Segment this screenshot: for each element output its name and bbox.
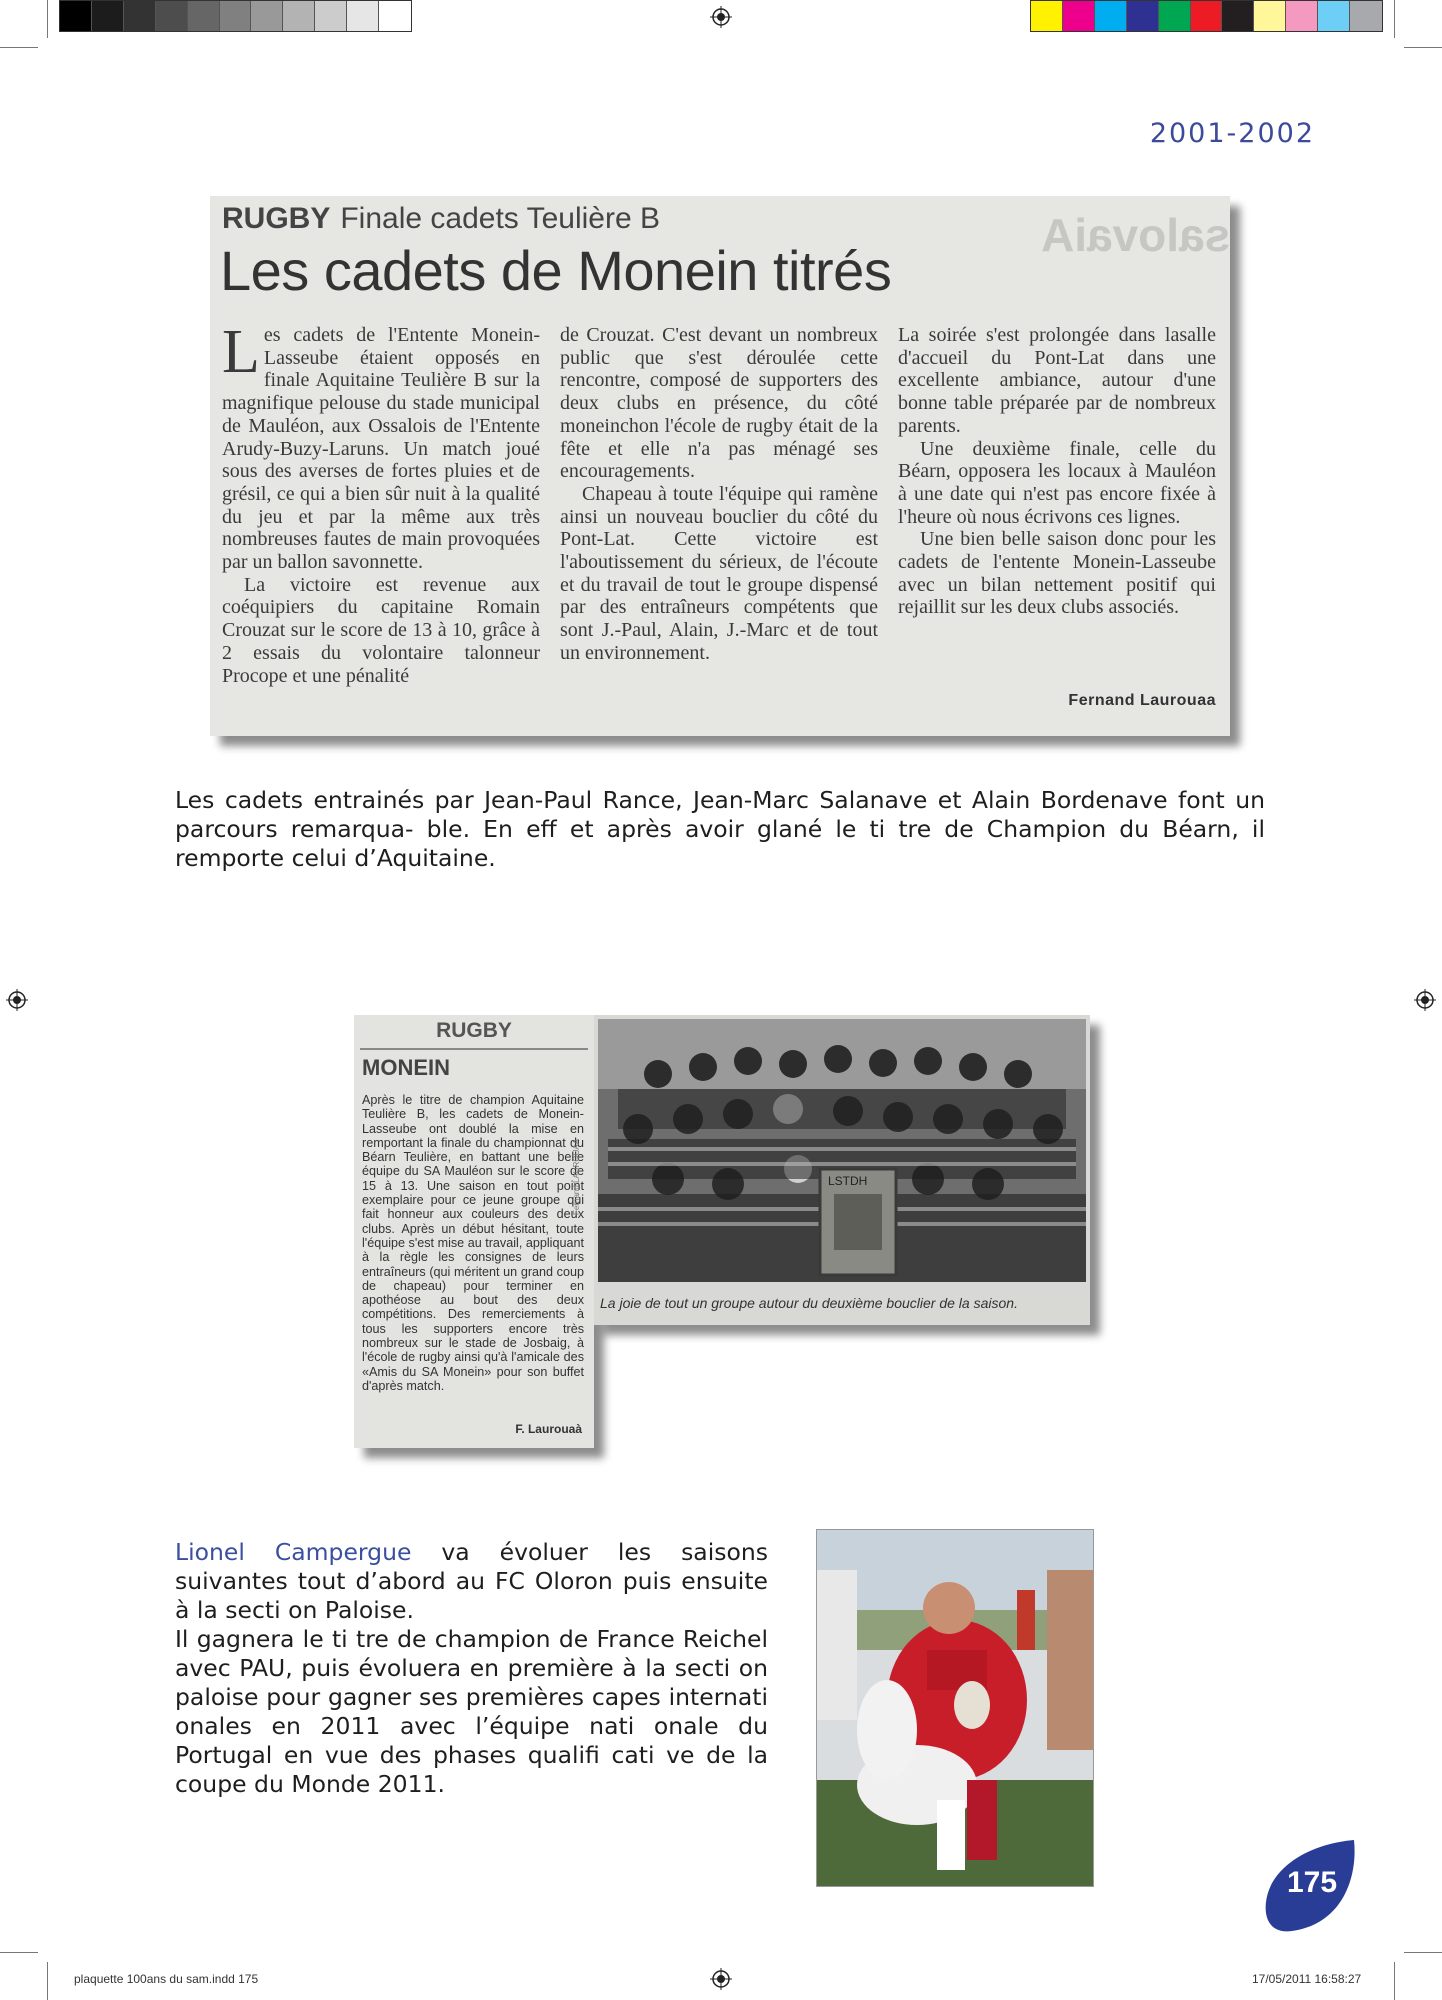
color-calibration-bar — [1030, 0, 1383, 32]
calibration-swatch — [347, 1, 379, 31]
crop-mark — [1394, 1962, 1395, 2000]
body-paragraph-lionel-campergue — [175, 1538, 768, 1799]
clipping-kicker — [222, 202, 660, 236]
clipping-section: RUGBY — [436, 1019, 512, 1042]
column-paragraph: La victoire est revenue aux coéquipiers du capitaine Romain Crouzat sur le score de 13 à 10, grâce à 2 essais du volontaire talonneur Procope et une pénalité — [222, 573, 540, 687]
team-photo — [598, 1019, 1086, 1282]
page-number-badge — [1262, 1838, 1362, 1934]
newspaper-clipping-monein-text — [354, 1015, 594, 1448]
newspaper-clipping-final-cadets — [210, 196, 1230, 736]
column-paragraph: Une deuxième finale, celle du Béarn, opposera les locaux à Mauléon à une date qui n'est pas encore fixée à l'heure où nous écrivons ces lignes. — [898, 437, 1216, 528]
clipping-column-3 — [898, 324, 1216, 619]
clipping-author: Fernand Laurouaa — [1068, 692, 1216, 709]
calibration-swatch — [1095, 1, 1127, 31]
calibration-swatch — [1318, 1, 1350, 31]
calibration-swatch — [1031, 1, 1063, 31]
clipping-column-2 — [560, 324, 878, 665]
slug-timestamp: 17/05/2011 16:58:27 — [1252, 1972, 1362, 1986]
photo-credit: Fernand LAUROUAA — [572, 1138, 581, 1215]
newspaper-clipping-team-photo — [594, 1015, 1090, 1325]
calibration-swatch — [379, 1, 411, 31]
calibration-swatch — [315, 1, 347, 31]
grayscale-calibration-bar — [59, 0, 412, 32]
clipping-author: F. Laurouaà — [515, 1422, 582, 1436]
calibration-swatch — [1063, 1, 1095, 31]
crop-mark — [0, 1952, 38, 1953]
paragraph-text: va évoluer les saisons suivantes tout d’abord au FC Oloron puis ensuite à la secti on Paloise. — [175, 1538, 768, 1624]
registration-mark-icon — [1414, 989, 1436, 1011]
crop-mark — [1394, 0, 1395, 38]
clipping-section: RUGBY — [222, 202, 331, 235]
clipping-kicker-title: Finale cadets Teulière B — [340, 202, 660, 235]
calibration-swatch — [1191, 1, 1223, 31]
crop-mark — [1404, 1952, 1442, 1953]
calibration-swatch — [1159, 1, 1191, 31]
calibration-swatch — [188, 1, 220, 31]
shield-label: LSTDH — [828, 1174, 868, 1188]
registration-mark-icon — [6, 989, 28, 1011]
clipping-headline: Les cadets de Monein titrés — [220, 239, 892, 302]
column-paragraph: Une bien belle saison donc pour les cadets de l'entente Monein-Lasseube avec un bilan nettement positif qui rejaillit sur les deux clubs associés. — [898, 528, 1216, 619]
slug-file-name: plaquette 100ans du sam.indd 175 — [74, 1972, 259, 1986]
player-name: Lionel Campergue — [175, 1538, 412, 1566]
crop-mark — [47, 1962, 48, 2000]
calibration-swatch — [220, 1, 252, 31]
divider — [360, 1048, 588, 1050]
column-paragraph: La soirée s'est prolongée dans lasalle d'accueil du Pont-Lat dans une excellente ambiance, autour d'une bonne table préparée par de nombreux parents. — [898, 324, 1216, 437]
calibration-swatch — [283, 1, 315, 31]
column-paragraph: Chapeau à toute l'équipe qui ramène ainsi un nouveau bouclier du côté du Pont-Lat. Cette victoire est l'aboutissement du sérieux, de l'écoute et du travail de tout le groupe dispensé par des entraîneurs compétents que sont J.-Paul, Alain, J.-Marc et de tout un environnement. — [560, 482, 878, 664]
rugby-action-photo — [816, 1529, 1094, 1887]
page-number: 175 — [1286, 1866, 1338, 1899]
crop-mark — [1404, 47, 1442, 48]
drop-cap: L — [222, 318, 260, 386]
crop-mark — [0, 47, 38, 48]
column-paragraph: es cadets de l'Entente Monein-Lasseube étaient opposés en finale Aquitaine Teulière B sur la magnifique pelouse du stade municipal de Mauléon, aux Ossalois de l'Entente Arudy-Buzy-Laruns. Un match joué sous des averses de fortes pluies et de grésil, ce qui a bien sûr nuit à la qualité du jeu et par la même aux très nombreuses fautes de main provoquées par un ballon savonnette. — [222, 324, 540, 574]
registration-mark-icon — [710, 6, 732, 28]
calibration-swatch — [92, 1, 124, 31]
calibration-swatch — [1222, 1, 1254, 31]
calibration-swatch — [1127, 1, 1159, 31]
calibration-swatch — [124, 1, 156, 31]
calibration-swatch — [1350, 1, 1382, 31]
clipping-body: Après le titre de champion Aquitaine Teulière B, les cadets de Monein-Lasseube ont doublé la mise en remportant la finale du championnat du Béarn Teulière, en battant une belle équipe du SA Mauléon sur le score de 15 à 13. Une saison en tout point exemplaire pour ce jeune groupe qui fait honneur aux couleurs des deux clubs. Après un début hésitant, toute l'équipe s'est mise au travail, appliquant à la règle les consignes de leurs entraîneurs (qui méritent un grand coup de chapeau) pour terminer en apothéose au bout des deux compétitions. Des remerciements à tous les supporters encore très nombreux sur le stade de Josbaig, à l'école de rugby ainsi qu'à l'amicale des «Amis du SA Monein» pour son buffet d'après match. — [362, 1093, 584, 1393]
calibration-swatch — [1254, 1, 1286, 31]
body-paragraph-coaches: Les cadets entrainés par Jean-Paul Rance, Jean-Marc Salanave et Alain Bordenave font un parcours remarqua- ble. En eff et après avoir glané le ti tre de Champion du Béarn, il remporte celui d’Aquitaine. — [175, 786, 1265, 872]
clipping-town: MONEIN — [362, 1055, 450, 1080]
registration-mark-icon — [710, 1968, 732, 1990]
paragraph-text: Il gagnera le ti tre de champion de France Reichel avec PAU, puis évoluera en première à la secti on paloise pour gagner ses premières capes internati onales en 2011 avec l’équipe nati onale du Portugal en vue des phases qualifi cati ve de la coupe du Monde 2011. — [175, 1625, 768, 1798]
photo-caption: La joie de tout un groupe autour du deuxième bouclier de la saison. — [600, 1295, 1018, 1311]
calibration-swatch — [156, 1, 188, 31]
calibration-swatch — [251, 1, 283, 31]
bleed-through-text: salovaiA — [1040, 209, 1230, 261]
crop-mark — [47, 0, 48, 38]
column-paragraph: de Crouzat. C'est devant un nombreux public que s'est déroulée cette rencontre, composé de supporters des deux clubs en présence, du côté moneinchon l'école de rugby était de la fête et elle n'a pas ménagé ses encouragements. — [560, 324, 878, 483]
calibration-swatch — [60, 1, 92, 31]
calibration-swatch — [1286, 1, 1318, 31]
season-year-range: 2001-2002 — [1149, 118, 1315, 149]
clipping-column-1 — [222, 318, 540, 687]
